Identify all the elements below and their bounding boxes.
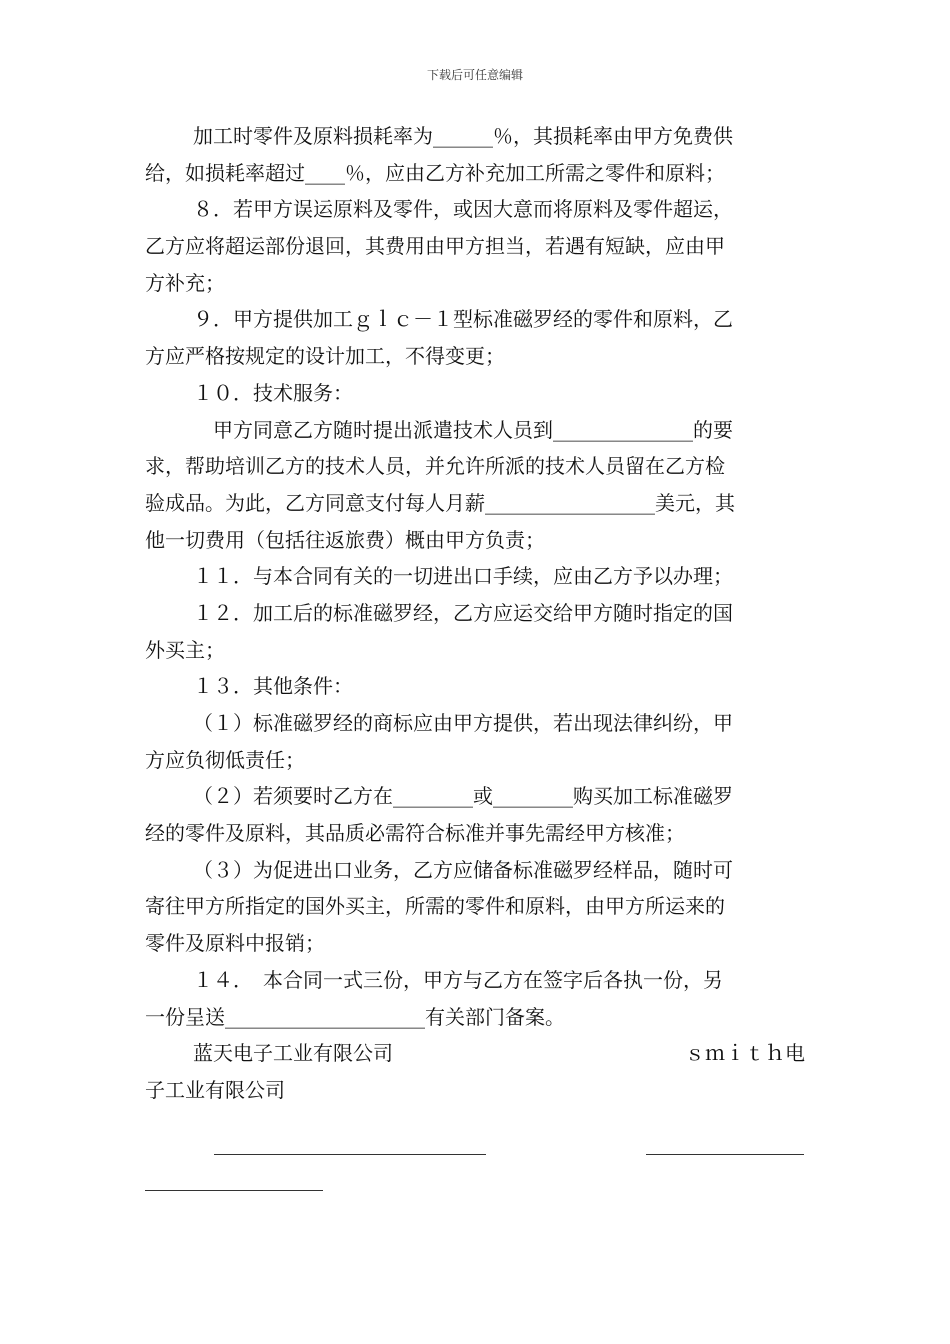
sub-clause-3-line: （３）为促进出口业务，乙方应储备标准磁罗经样品，随时可 [193,857,733,882]
paragraph-line: 方应严格按规定的设计加工，不得变更； [145,344,505,369]
party-b-name: ｓｍｉｔｈ电 [685,1041,805,1066]
clause-14-line: １４． 本合同一式三份，甲方与乙方在签字后各执一份，另 [193,967,723,992]
contract-body [145,118,805,1109]
paragraph-line: 零件及原料中报销； [145,931,325,956]
signature-parties [145,1035,805,1072]
signature-line-party-b-continued [145,1190,323,1191]
paragraph-line: 外买主； [145,637,225,662]
paragraph-line: 寄往甲方所指定的国外买主，所需的零件和原料，由甲方所运来的 [145,894,725,919]
paragraph-line: 经的零件及原料，其品质必需符合标准并事先需经甲方核准； [145,821,685,846]
paragraph-line: 加工时零件及原料损耗率为______％，其损耗率由甲方免费供 [193,124,733,148]
signature-line-party-a [214,1154,486,1155]
page-header: 下载后可任意编辑 [426,68,523,82]
paragraph-line: 验成品。为此，乙方同意支付每人月薪_________________美元，其 [145,490,735,515]
party-b-name-continued: 子工业有限公司 [145,1077,285,1102]
paragraph-line: 乙方应将超运部份退回，其费用由甲方担当，若遇有短缺，应由甲 [145,234,725,259]
clause-10-heading: １０．技术服务： [193,380,353,405]
sub-clause-1-line: （１）标准磁罗经的商标应由甲方提供，若出现法律纠纷，甲 [193,711,733,735]
clause-9-line: ９．甲方提供加工ｇｌｃ－１型标准磁罗经的零件和原料，乙 [193,307,733,332]
paragraph-line: 求，帮助培训乙方的技术人员，并允许所派的技术人员留在乙方检 [145,454,725,479]
signature-line-party-b [646,1154,804,1155]
clause-11-line: １１．与本合同有关的一切进出口手续，应由乙方予以办理； [193,564,733,589]
sub-clause-2-line: （２）若须要时乙方在________或________购买加工标准磁罗 [193,784,733,809]
paragraph-line: 一份呈送____________________有关部门备案。 [145,1004,565,1029]
party-a-name: 蓝天电子工业有限公司 [193,1041,393,1066]
clause-8-line: ８．若甲方误运原料及零件，或因大意而将原料及零件超运， [193,197,733,222]
clause-13-heading: １３．其他条件： [193,674,353,699]
paragraph-line: 方补充； [145,270,225,295]
paragraph-line: 方应负彻低责任； [145,747,305,772]
paragraph-line: 甲方同意乙方随时提出派遣技术人员到______________的要 [213,417,733,442]
clause-12-line: １２．加工后的标准磁罗经，乙方应运交给甲方随时指定的国 [193,600,733,625]
paragraph-line: 他一切费用（包括往返旅费）概由甲方负责； [145,527,545,552]
paragraph-line: 给，如损耗率超过____％，应由乙方补充加工所需之零件和原料； [145,160,725,185]
